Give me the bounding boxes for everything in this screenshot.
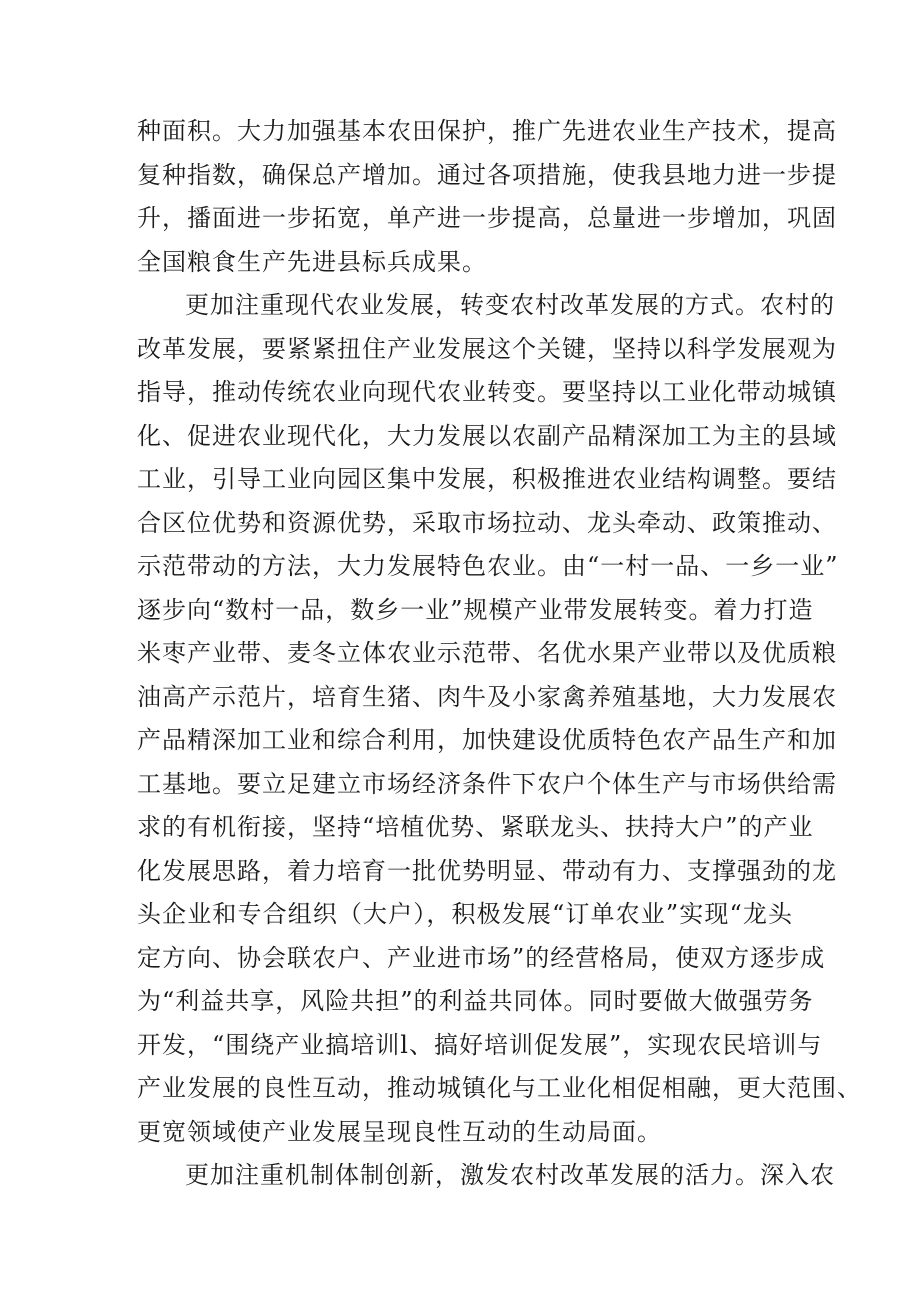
text-line: 产业发展的良性互动，推动城镇化与工业化相促相融，更大范围、: [137, 1074, 862, 1102]
text-line: 复种指数，确保总产增加。通过各项措施，使我县地力进一步提: [137, 160, 837, 189]
text-line: 工基地。要立足建立市场经济条件下农户个体生产与市场供给需: [137, 769, 837, 798]
text-line: 为“利益共享，风险共担”的利益共同体。同时要做大做强劳务: [137, 987, 814, 1015]
text-line: 全国粮食生产先进县标兵成果。: [137, 247, 487, 276]
text-line: 米枣产业带、麦冬立体农业示范带、名优水果产业带以及优质粮: [137, 639, 837, 667]
text-line: 指导，推动传统农业向现代农业转变。要坚持以工业化带动城镇: [137, 378, 837, 406]
paragraph: [137, 1154, 835, 1198]
text-line: 升，播面进一步拓宽，单产进一步提高，总量进一步增加，巩固: [137, 204, 837, 232]
text-line: 逐步向“数村一品，数乡一业”规模产业带发展转变。着力打造: [137, 595, 814, 624]
text-line: 更加注重现代农业发展，转变农村改革发展的方式。农村的: [185, 291, 835, 319]
text-line: 改革发展，要紧紧扭住产业发展这个关键，坚持以科学发展观为: [137, 334, 837, 363]
text-line: 求的有机衔接，坚持“培植优势、紧联龙头、扶持大户”的产业: [137, 813, 814, 841]
paragraph: [137, 110, 837, 284]
text-line: 头企业和专合组织（大户），积极发展“订单农业”实现“龙头: [137, 900, 793, 928]
text-line: 产品精深加工业和综合利用，加快建设优质特色农产品生产和加: [137, 726, 837, 754]
paragraph: [137, 284, 862, 1154]
text-line: 合区位优势和资源优势，采取市场拉动、龙头牵动、政策推动、: [137, 508, 837, 537]
text-line: 更宽领域使产业发展呈现良性互动的生动局面。: [137, 1117, 662, 1146]
text-line: 工业，引导工业向园区集中发展，积极推进农业结构调整。要结: [137, 465, 837, 493]
text-line: 化发展思路，着力培育一批优势明显、带动有力、支撑强劲的龙: [137, 856, 837, 885]
text-line: 示范带动的方法，大力发展特色农业。由“一村一品、一乡一业”: [137, 552, 839, 580]
text-line: 更加注重机制体制创新，激发农村改革发展的活力。深入农: [185, 1161, 835, 1189]
text-line: 开发，“围绕产业搞培训l、搞好培训促发展”，实现农民培训与: [137, 1030, 823, 1059]
text-line: 化、促进农业现代化，大力发展以农副产品精深加工为主的县域: [137, 421, 837, 450]
text-line: 定方向、协会联农户、产业进市场”的经营格局，使双方逐步成: [137, 943, 826, 972]
document-body: [137, 110, 862, 1198]
text-line: 种面积。大力加强基本农田保护，推广先进农业生产技术，提高: [137, 117, 837, 145]
text-line: 油高产示范片，培育生猪、肉牛及小家禽养殖基地，大力发展农: [137, 682, 837, 711]
